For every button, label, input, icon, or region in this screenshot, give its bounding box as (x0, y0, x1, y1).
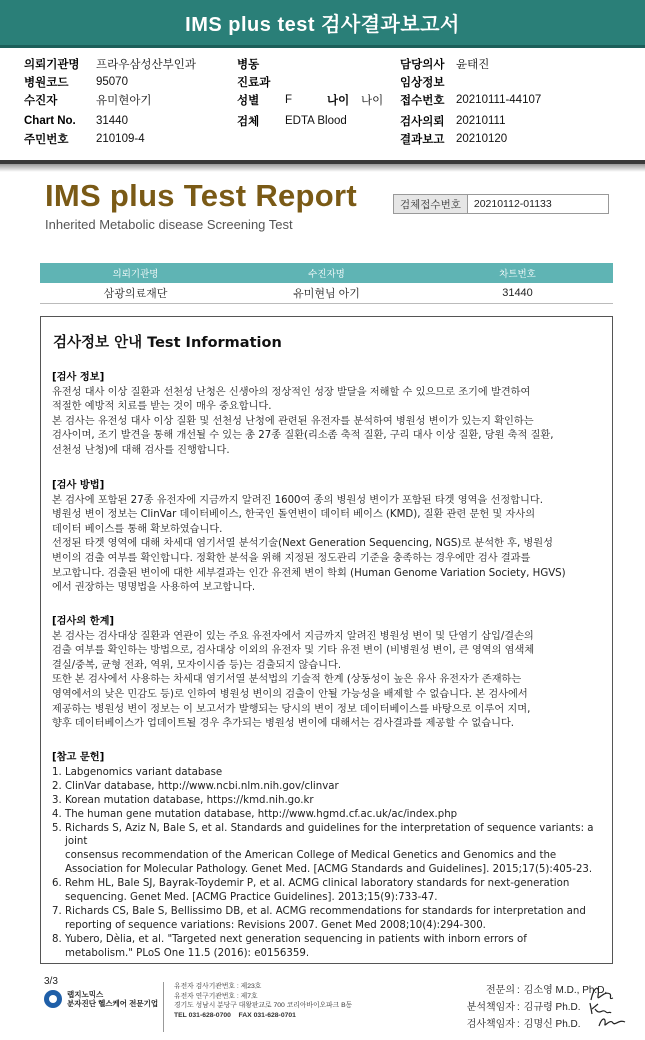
signer-role: 검사책임자 (466, 1019, 515, 1030)
report-footer (0, 972, 645, 1040)
meta-clinical-label: 임상정보 (400, 77, 445, 89)
section-divider-shadow (0, 164, 645, 172)
section-heading: [검사 정보] (52, 372, 105, 383)
meta-sex-label: 성별 (237, 95, 260, 107)
test-information-title: 검사정보 안내 Test Information (53, 335, 282, 351)
section-line: 보고합니다. 검출된 변이에 대한 세부결과는 인간 유전체 변이 학회 (Human Genome Variation Society, HGVS) (52, 567, 566, 579)
meta-resident-no-label: 주민번호 (24, 134, 69, 146)
logo-mark-icon (44, 990, 62, 1008)
meta-sex (237, 91, 383, 109)
section-line: 병원성 변이 정보는 ClinVar 데이터베이스, 한국인 돌연변이 데이터 베이스 (KMD), 질환 관련 문헌 및 자사의 (52, 509, 536, 521)
meta-request-date-value: 20210111 (456, 115, 506, 127)
meta-hospital-code (24, 73, 128, 91)
header-title: IMS plus test 검사결과보고서 (185, 14, 460, 36)
reference-item: 8. Yubero, Dèlia, et al. "Targeted next generation sequencing in patients with inborn errors of metabolism." PLoS One 11.5 (2016): e0156359. (52, 933, 604, 961)
report-title: IMS plus Test Report (45, 178, 358, 213)
info-header-institution: 의뢰기관명 (112, 269, 159, 280)
reference-item: 4. The human gene mutation database, http://www.hgmd.cf.ac.uk/ac/index.php (52, 808, 604, 822)
section-line: 유전성 대사 이상 질환과 선천성 난청은 신생아의 정상적인 성장 발달을 저해할 수 있으므로 조기에 발견하여 (52, 386, 531, 398)
meta-receipt-no-label: 접수번호 (400, 95, 445, 107)
section-line: 적절한 예방적 치료를 받는 것이 매우 중요합니다. (52, 401, 272, 413)
meta-ward-label: 병동 (237, 59, 260, 71)
info-table-row (40, 283, 613, 304)
meta-ward (237, 55, 285, 73)
meta-request-date (400, 112, 505, 130)
meta-hospital-code-value: 95070 (96, 76, 128, 88)
info-value-chart-no: 31440 (502, 287, 533, 299)
signer-role: 전문의 (486, 985, 515, 996)
signer-row: 전문의 : 김소영 M.D., Ph.D. (447, 982, 607, 999)
signer-row: 검사책임자 : 김명신 Ph.D. (447, 1016, 607, 1033)
company-fax: FAX 031-628-0701 (238, 1011, 296, 1019)
section-line: 또한 본 검사에서 사용하는 차세대 염기서열 분석법의 기술적 한계 (상동성이 높은 유사 유전자가 존재하는 (52, 674, 522, 686)
info-value-recipient: 유미현님 아기 (293, 288, 360, 300)
section-line: 본 검사에 포함된 27종 유전자에 지금까지 알려진 1600여 종의 병원성 변이가 포함된 타겟 영역을 선정합니다. (52, 494, 543, 506)
signer-name: 김규령 Ph.D. (523, 1002, 581, 1013)
report-header (0, 0, 645, 48)
reference-item: 7. Richards CS, Bale S, Bellissimo DB, et al. ACMG recommendations for standards for interpretation and reporting of sequence variations: Revisions 2007. Genet Med 2008;10(4):294-300. (52, 905, 604, 933)
meta-chart-no (24, 112, 128, 130)
reference-item: 1. Labgenomics variant database (52, 766, 604, 780)
section-line: 향후 데이터베이스가 업데이트될 경우 추가되는 병원성 변이에 대해서는 검사결과를 제공할 수 없습니다. (52, 718, 515, 730)
meta-specimen (237, 112, 347, 130)
meta-receipt-no (400, 91, 541, 109)
sample-number-label: 검체접수번호 (394, 195, 468, 213)
meta-report-date-label: 결과보고 (400, 134, 445, 146)
footer-divider (163, 982, 164, 1032)
section-test-info (52, 371, 604, 459)
meta-recipient-value: 유미현아기 (96, 95, 152, 107)
section-line: 에서 권장하는 명명법을 사용하여 보고합니다. (52, 582, 256, 594)
reference-text: Yubero, Dèlia, et al. "Targeted next generation sequencing in patients with inborn errors of metabolism." PLoS One 11.5 (2016): e0156359. (65, 933, 527, 959)
report-subtitle: Inherited Metabolic disease Screening Test (45, 217, 293, 232)
meta-resident-no-value: 210109-4 (96, 133, 145, 145)
section-test-method (52, 479, 604, 596)
company-info-line: 경기도 성남시 분당구 대왕판교로 700 코리아바이오파크 B동 (174, 1002, 353, 1010)
reference-text: ClinVar database, http://www.ncbi.nlm.nih.gov/clinvar (65, 780, 339, 792)
meta-sex-value: F (285, 94, 293, 106)
page-number: 3/3 (44, 976, 58, 987)
meta-institution (24, 55, 196, 73)
sample-number-box (393, 194, 609, 214)
company-info-line: 유전자 연구기관번호 : 제7호 (174, 992, 258, 1000)
references (52, 751, 604, 961)
signer-role: 분석책임자 (466, 1002, 515, 1013)
signer-row: 분석책임자 : 김규령 Ph.D. (447, 999, 607, 1016)
signer-name: 김소영 M.D., Ph.D. (523, 985, 608, 996)
reference-text: Rehm HL, Bale SJ, Bayrak-Toydemir P, et al. ACMG clinical laboratory standards for next-generation sequencing. Genet Med. [ACMG Practice Guidelines]. 2013;15(9):733-47. (65, 878, 570, 904)
company-info (174, 982, 352, 1020)
meta-recipient-label: 수진자 (24, 95, 58, 107)
reference-item: 2. ClinVar database, http://www.ncbi.nlm.nih.gov/clinvar (52, 780, 604, 794)
meta-receipt-no-value: 20210111-44107 (456, 94, 542, 106)
reference-text: Richards CS, Bale S, Bellissimo DB, et al. ACMG recommendations for standards for interpretation and reporting of sequence variations: Revisions 2007. Genet Med 2008;10(4):294-300. (65, 905, 586, 931)
reference-item: 3. Korean mutation database, https://kmd.nih.go.kr (52, 794, 604, 808)
meta-age-label: 나이 (327, 95, 350, 107)
section-line: 영역에서의 낮은 민감도 등)로 인하여 병원성 변이의 검출이 안될 가능성을 배제할 수 없습니다. 본 검사에서 (52, 688, 528, 700)
section-heading: [검사 방법] (52, 480, 105, 491)
test-information-box (40, 316, 613, 964)
meta-specimen-label: 검체 (237, 116, 260, 128)
meta-doctor-value: 윤태진 (456, 59, 490, 71)
reference-text: Richards S, Aziz N, Bale S, et al. Standards and guidelines for the interpretation of sequence variants: a joint consensus recommendation of the American College of Medical Genetics and Genomics and the Association for Molecular Pathology. Genet Med. [ACMG Standards and Guidelines]. 2015;17(5):405-23. (65, 822, 594, 876)
meta-chart-no-label: Chart No. (24, 115, 76, 127)
sample-number-value: 20210112-01133 (468, 195, 608, 213)
meta-institution-label: 의뢰기관명 (24, 59, 80, 71)
reference-text: Korean mutation database, https://kmd.nih.go.kr (65, 794, 314, 806)
meta-specimen-value: EDTA Blood (285, 115, 347, 127)
info-header-chart-no: 차트번호 (499, 269, 536, 280)
section-line: 검사이며, 조기 발견을 통해 개선될 수 있는 총 27종 질환(리소좀 축적 질환, 구리 대사 이상 질환, 당원 축적 질환, (52, 430, 554, 442)
section-line: 변이의 검출 여부를 확인합니다. 정확한 분석을 위해 지정된 정도관리 기준을 충족하는 경우에만 검사 결과를 (52, 552, 531, 564)
signers (447, 982, 607, 1033)
reference-text: Labgenomics variant database (65, 766, 223, 778)
meta-doctor (400, 55, 489, 73)
section-line: 제공하는 병원성 변이 정보는 이 보고서가 발행되는 당시의 변이 정보 데이터베이스를 바탕으로 이루어 지며, (52, 703, 531, 715)
company-info-line: 유전자 검사기관번호 : 제23호 (174, 983, 262, 990)
meta-report-date (400, 130, 507, 148)
signer-name: 김명신 Ph.D. (523, 1019, 581, 1030)
section-line: 결실/중복, 균형 전좌, 역위, 모자이시즘 등)는 검출되지 않습니다. (52, 659, 342, 671)
meta-department-label: 진료과 (237, 77, 271, 89)
logo-line1: 랩지노믹스 (67, 990, 104, 999)
patient-info-table (40, 263, 613, 304)
info-value-institution: 삼광의료재단 (103, 288, 168, 300)
meta-department (237, 73, 285, 91)
info-table-header (40, 263, 613, 283)
reference-item: 6. Rehm HL, Bale SJ, Bayrak-Toydemir P, et al. ACMG clinical laboratory standards for next-generation sequencing. Genet Med. [ACMG Practice Guidelines]. 2013;15(9):733-47. (52, 877, 604, 905)
meta-chart-no-value: 31440 (96, 115, 128, 127)
meta-request-date-label: 검사의뢰 (400, 116, 445, 128)
meta-clinical (400, 73, 456, 91)
section-line: 검출 여부를 확인하는 방법으로, 검사대상 이외의 유전자 및 기타 유전 변이 (비병원성 변이, 큰 영역의 염색체 (52, 645, 535, 657)
meta-doctor-label: 담당의사 (400, 59, 445, 71)
info-header-recipient: 수진자명 (308, 269, 345, 280)
meta-hospital-code-label: 병원코드 (24, 77, 69, 89)
meta-resident-no (24, 130, 145, 148)
meta-report-date-value: 20210120 (456, 133, 508, 145)
company-tel: TEL 031-628-0700 (174, 1011, 231, 1019)
section-test-limitations (52, 615, 604, 732)
section-line: 본 검사는 유전성 대사 이상 질환 및 선천성 난청에 관련된 유전자를 분석하여 병원성 변이가 있는지 확인하는 (52, 415, 534, 427)
signature-icon (597, 1014, 627, 1030)
section-line: 선정된 타겟 영역에 대해 차세대 염기서열 분석기술(Next Generation Sequencing, NGS)로 분석한 후, 병원성 (52, 538, 553, 550)
logo-line2: 분자진단 헬스케어 전문기업 (67, 999, 159, 1008)
references-heading: [참고 문헌] (52, 752, 105, 763)
meta-age-value: 나이 (361, 95, 384, 107)
section-line: 본 검사는 검사대상 질환과 연관이 있는 주요 유전자에서 지금까지 알려진 병원성 변이 및 단염기 삽입/결손의 (52, 630, 534, 642)
reference-text: The human gene mutation database, http://www.hgmd.cf.ac.uk/ac/index.php (65, 808, 458, 820)
section-line: 데이터 베이스를 통해 확보하였습니다. (52, 523, 223, 535)
section-heading: [검사의 한계] (52, 616, 115, 627)
reference-item: 5. Richards S, Aziz N, Bale S, et al. Standards and guidelines for the interpretation of sequence variants: a joint consensus recommendation of the American College of Medical Genetics and Genomics and the Association for Molecular Pathology. Genet Med. [ACMG Standards and Guidelines]. 2015;17(5):405-23. (52, 822, 604, 878)
company-logo (44, 990, 158, 1008)
section-line: 선천성 난청)에 대해 검사를 진행합니다. (52, 444, 230, 456)
meta-institution-value: 프라우삼성산부인과 (96, 59, 196, 71)
meta-recipient (24, 91, 152, 109)
